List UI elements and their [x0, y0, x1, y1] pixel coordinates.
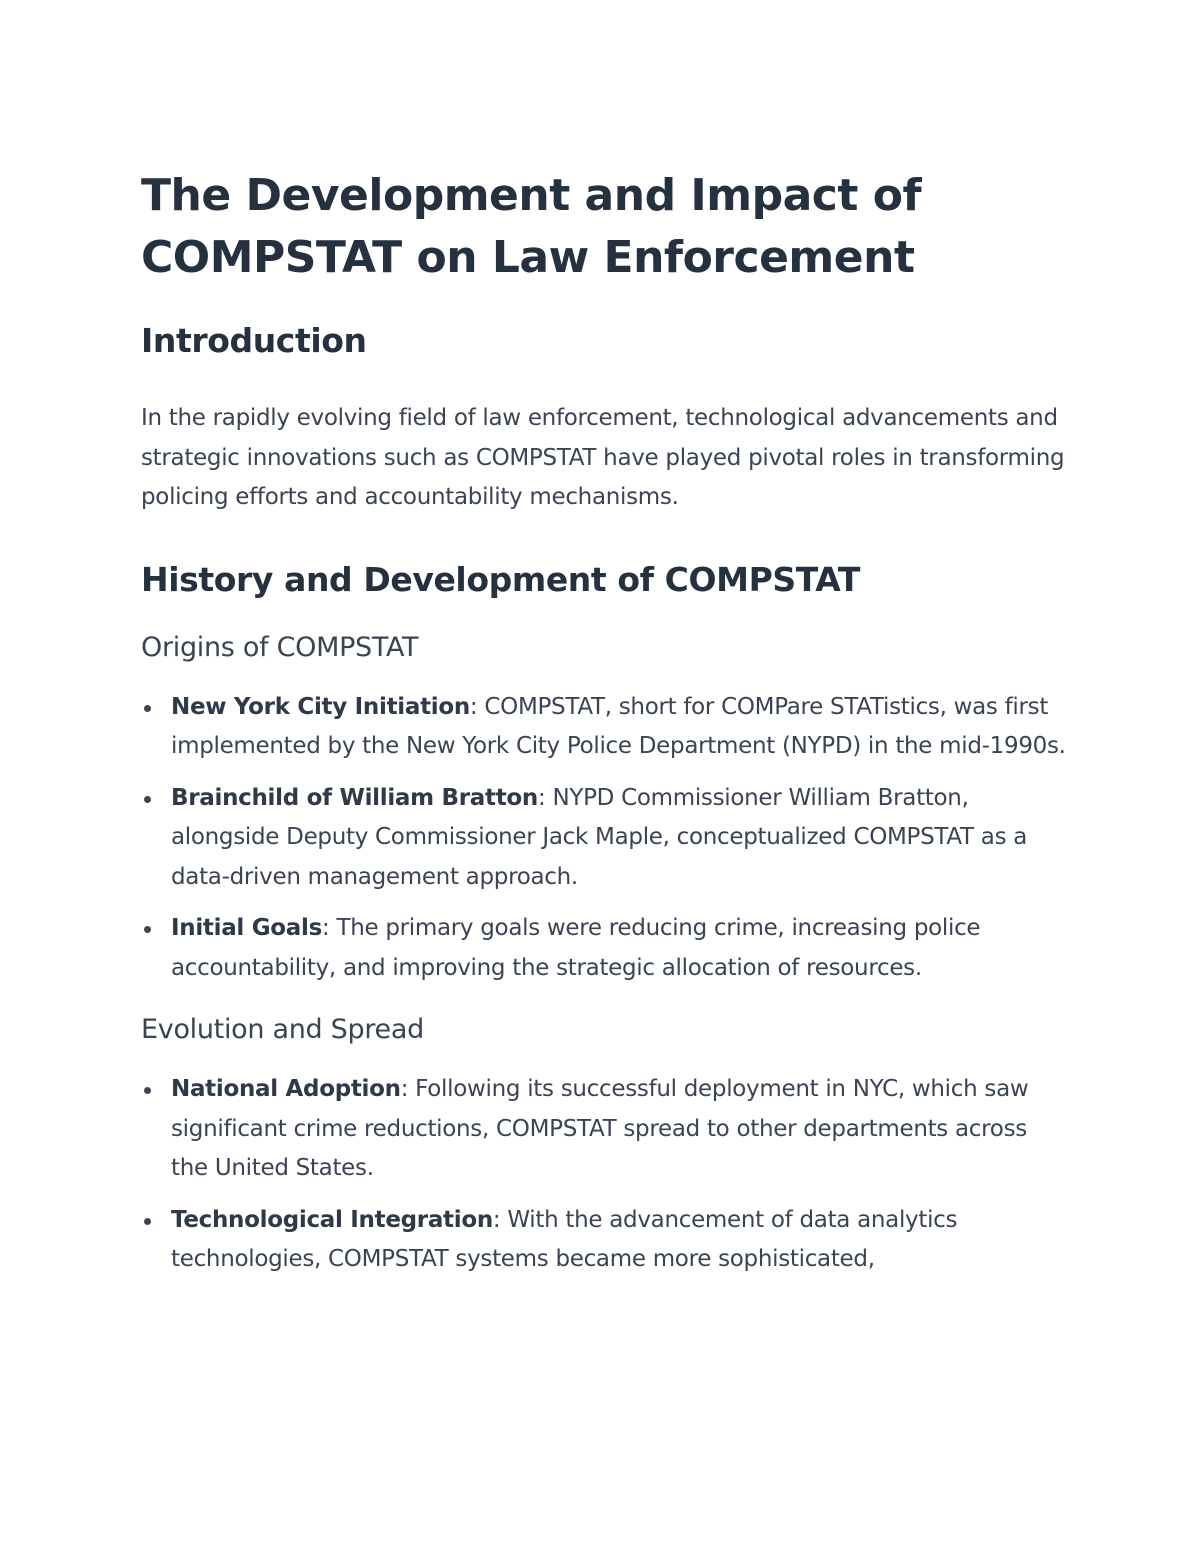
origins-heading: Origins of COMPSTAT — [141, 631, 419, 663]
document-title: The Development and Impact of COMPSTAT on Law Enforcement — [141, 170, 922, 283]
list-item-text: : COMPSTAT, short for COMPare STATistics, was first implemented by the New York City Police Department (NYPD) in the mid-1990s. — [171, 693, 1066, 759]
list-item-term: Initial Goals — [171, 915, 322, 941]
list-item-term: National Adoption — [171, 1076, 401, 1102]
list-item — [141, 909, 1066, 988]
list-item — [141, 1070, 1066, 1189]
introduction-heading: Introduction — [141, 321, 367, 360]
list-item-text: : NYPD Commissioner William Bratton, alongside Deputy Commissioner Jack Maple, conceptualized COMPSTAT as a data-driven management approach. — [171, 784, 1028, 890]
list-item-term: Brainchild of William Bratton — [171, 784, 538, 811]
list-item — [141, 688, 1066, 767]
list-item-term: New York City Initiation — [171, 693, 470, 720]
history-heading: History and Development of COMPSTAT — [141, 559, 860, 599]
list-item — [141, 779, 1066, 898]
list-item — [141, 1201, 1066, 1280]
introduction-paragraph: In the rapidly evolving field of law enforcement, technological advancements and strategic innovations such as COMPSTAT have played pivotal roles in transforming policing efforts and accountability mechanisms. — [141, 405, 1065, 510]
list-item-term: Technological Integration — [171, 1206, 493, 1233]
evolution-list — [141, 1070, 1066, 1280]
list-item-text: : Following its successful deployment in NYC, which saw significant crime reductions, COMPSTAT spread to other departments across the United States. — [171, 1076, 1029, 1181]
origins-list — [141, 688, 1066, 989]
list-item-text: : The primary goals were reducing crime, increasing police accountability, and improving the strategic allocation of resources. — [171, 915, 981, 981]
list-item-text: : With the advancement of data analytics technologies, COMPSTAT systems became more sophisticated, — [171, 1206, 958, 1272]
evolution-heading: Evolution and Spread — [141, 1014, 424, 1045]
document-page — [141, 165, 1066, 1292]
